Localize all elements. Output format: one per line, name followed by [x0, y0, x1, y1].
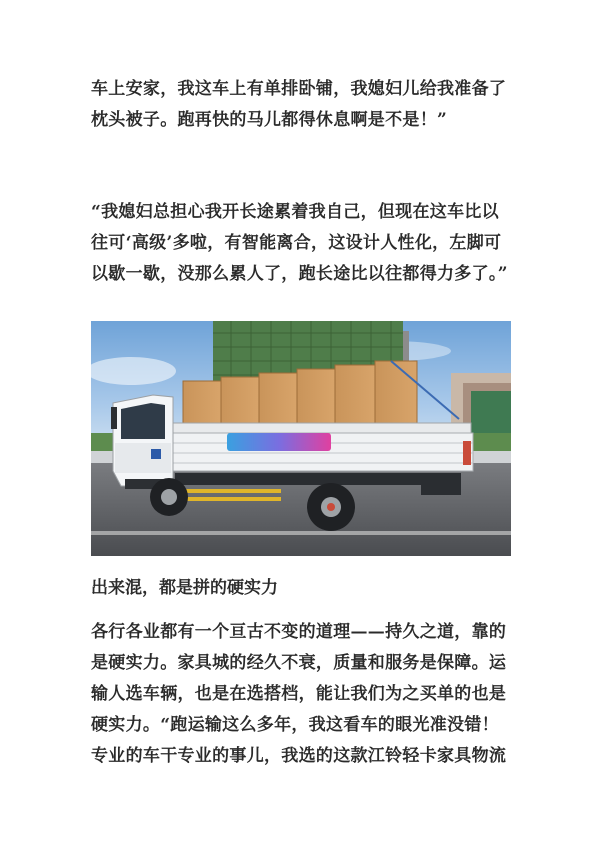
- truck-photo: [91, 321, 511, 556]
- paragraph-1: 车上安家，我这车上有单排卧铺，我媳妇儿给我准备了枕头被子。跑再快的马儿都得休息啊是不是！”: [91, 79, 507, 130]
- paragraph-3: 各行各业都有一个亘古不变的道理——持久之道，靠的是硬实力。家具城的经久不衰，质量和服务是保障。运输人选车辆，也是在选搭档，能让我们为之买单的也是硬实力。“跑运输这么多年，我这看车的眼光准没错！专业的车干专业的事儿，我选的这款江铃轻卡家具物流: [91, 622, 507, 766]
- paragraph-2: “我媳妇总担心我开长途累着我自己，但现在这车比以往可‘高级’多啦，有智能离合，这设计人性化，左脚可以歇一歇，没那么累人了，跑长途比以往都得力多了。”: [91, 202, 508, 284]
- section-heading: 出来混，都是拼的硬实力: [91, 578, 278, 598]
